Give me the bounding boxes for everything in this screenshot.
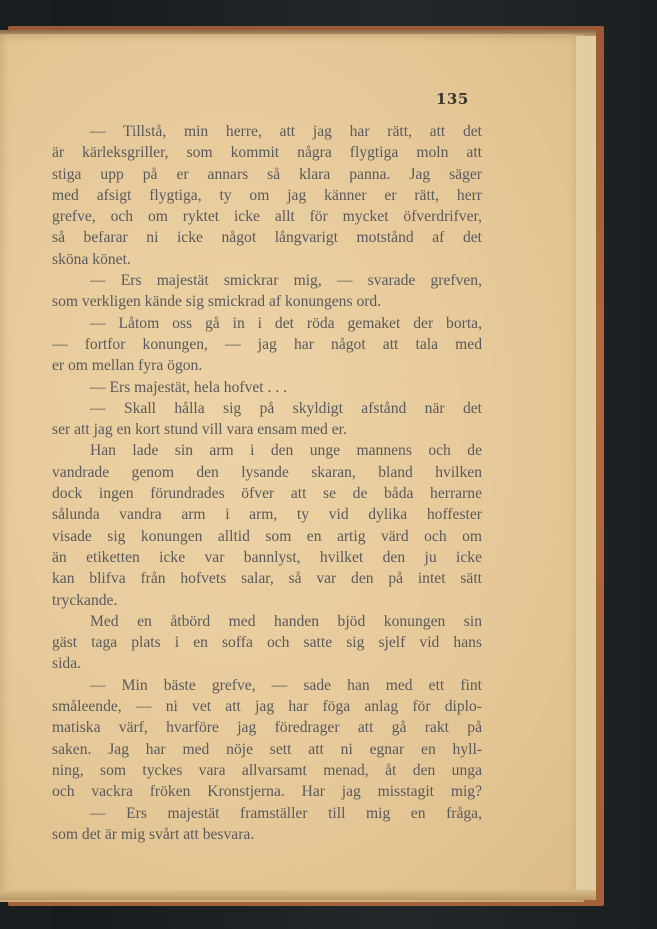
text-line: saken. Jag har med nöje sett att ni egnar en hyll- bbox=[52, 740, 482, 758]
text-line: er om mellan fyra ögon. bbox=[52, 357, 203, 375]
text-line: sida. bbox=[52, 655, 82, 673]
text-line: så befarar ni icke något långvarigt motstånd af det bbox=[52, 229, 482, 247]
text-line: — Låtom oss gå in i det röda gemaket der borta, bbox=[90, 314, 482, 332]
text-line: dock ingen förundrades öfver att se de båda herrarne bbox=[52, 485, 482, 503]
text-line: gäst taga plats i en soffa och satte sig sjelf vid hans bbox=[52, 634, 482, 652]
page-stack-edge bbox=[576, 36, 596, 896]
text-line: — Ers majestät, hela hofvet . . . bbox=[90, 378, 288, 396]
text-line: visade sig konungen alltid som en artig värd och om bbox=[52, 527, 482, 545]
text-line: ning, som tyckes vara allvarsamt menad, åt den unga bbox=[52, 761, 482, 779]
text-line: — Ers majestät framställer till mig en fråga, bbox=[90, 804, 482, 822]
text-line: med afsigt flygtiga, ty om jag känner er rätt, herr bbox=[52, 186, 482, 204]
text-line: kan blifva från hofvets salar, så var den på intet sätt bbox=[52, 570, 482, 588]
text-line: än etiketten icke var bannlyst, hvilket den ju icke bbox=[52, 548, 482, 566]
text-line: Han lade sin arm i den unge mannens och de bbox=[90, 442, 482, 460]
text-line: — Min bäste grefve, — sade han med ett fint bbox=[90, 676, 482, 694]
text-line: — fortfor konungen, — jag har något att tala med bbox=[52, 335, 482, 353]
text-line: sålunda vandra arm i arm, ty vid dylika hoffester bbox=[52, 506, 482, 524]
text-line: vandrade genom den lysande skaran, bland hvilken bbox=[52, 463, 482, 481]
text-line: matiska värf, hvarföre jag föredrager att gå rakt på bbox=[52, 719, 482, 737]
text-line: — Tillstå, min herre, att jag har rätt, att det bbox=[90, 123, 482, 140]
text-line: sköna könet. bbox=[52, 250, 131, 268]
text-line: är kärleksgriller, som kommit några flygtiga moln att bbox=[52, 144, 482, 162]
text-line: — Skall hålla sig på skyldigt afstånd när det bbox=[90, 399, 482, 417]
page-bottom-edge bbox=[0, 890, 596, 900]
text-line: — Ers majestät smickrar mig, — svarade grefven, bbox=[90, 272, 482, 290]
text-line: som verkligen kände sig smickrad af konungens ord. bbox=[52, 293, 382, 311]
text-line: som det är mig svårt att besvara. bbox=[52, 825, 255, 843]
text-line: grefve, och om ryktet icke allt för mycket öfverdrifver, bbox=[52, 208, 482, 226]
text-line: tryckande. bbox=[52, 591, 118, 609]
text-line: småleende, — ni vet att jag har föga anlag för diplo- bbox=[52, 698, 482, 716]
text-line: ser att jag en kort stund vill vara ensam med er. bbox=[52, 421, 347, 439]
text-line: Med en åtbörd med handen bjöd konungen sin bbox=[90, 612, 482, 630]
text-line: stiga upp på er annars så klara panna. Jag säger bbox=[52, 165, 482, 183]
page-number: 135 bbox=[436, 90, 469, 108]
body-text bbox=[52, 121, 482, 845]
text-line: och vackra fröken Kronstjerna. Har jag misstagit mig? bbox=[52, 783, 482, 801]
